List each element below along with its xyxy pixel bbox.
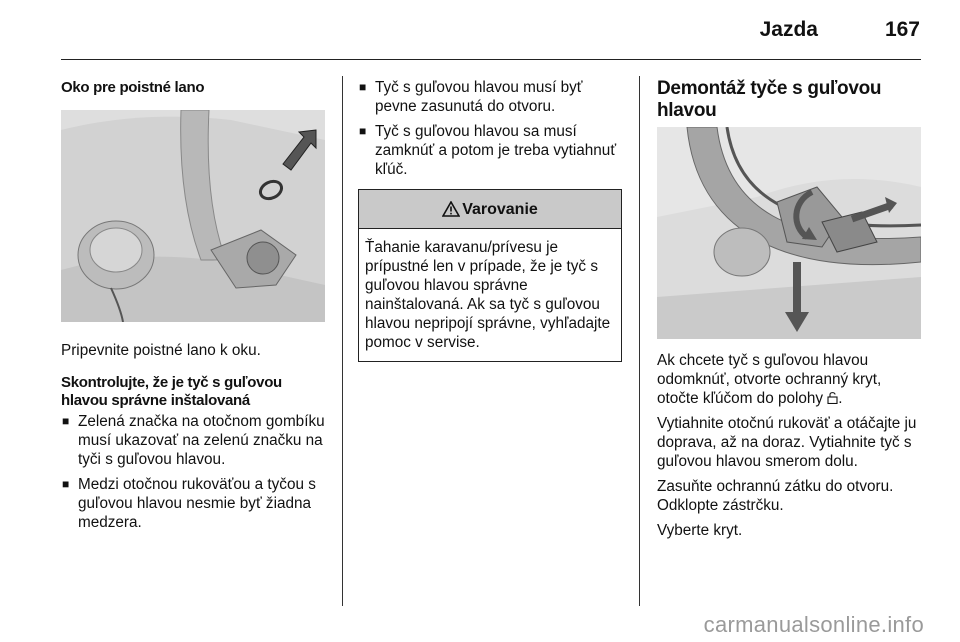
- requirements-list: [358, 78, 622, 179]
- column-middle: [358, 78, 622, 362]
- column-left: [61, 78, 325, 538]
- warning-triangle-icon: [442, 201, 460, 217]
- warning-text: Ťahanie karavanu/prívesu je prípustné len v prípade, že je tyč s guľovou hlavou správne nainštalovaná. Ak sa tyč s guľovou hlavou nepripojí správne, vyhľadajte pomoc v servise.: [365, 239, 611, 351]
- removal-step-unlock: Ak chcete tyč s guľovou hlavou odomknúť, otvorte ochranný kryt, otočte kľúčom do polohy .: [657, 352, 882, 407]
- removal-step-cover: Vyberte kryt.: [657, 522, 743, 539]
- page-number: 167: [884, 18, 920, 41]
- warning-header: [359, 190, 621, 229]
- subheading-check-installation: Skontrolujte, že je tyč s guľovou hlavou správne inštalovaná: [61, 374, 282, 409]
- removal-step-plug: Zasuňte ochrannú zátku do otvoru. Odklopte zástrčku.: [657, 478, 894, 514]
- watermark: carmanualsonline.info: [703, 612, 924, 637]
- removal-step-handle: Vytiahnite otočnú rukoväť a otáčajte ju doprava, až na doraz. Vytiahnite tyč s guľovou hlavou smerom dolu.: [657, 415, 917, 470]
- caption-attach-cable: Pripevnite poistné lano k oku.: [61, 342, 261, 359]
- warning-title: Varovanie: [462, 200, 538, 218]
- list-item: ■ Zelená značka na otočnom gombíku musí ukazovať na zelenú značku na tyči s guľovou hlavou.: [61, 412, 325, 469]
- header-divider: [61, 59, 921, 60]
- page-title: Jazda: [759, 18, 818, 41]
- column-divider-1: [342, 76, 343, 606]
- list-item: ■ Tyč s guľovou hlavou sa musí zamknúť a potom je treba vytiahnuť kľúč.: [358, 122, 622, 179]
- section-heading-safety-cable: Oko pre poistné lano: [61, 79, 205, 96]
- list-item: ■ Tyč s guľovou hlavou musí byť pevne zasunutá do otvoru.: [358, 78, 622, 116]
- unlock-icon: [827, 391, 838, 404]
- figure-eyelet-photo: [61, 110, 325, 322]
- column-right: [657, 78, 921, 540]
- column-divider-2: [639, 76, 640, 606]
- section-heading-removal: Demontáž tyče s guľovou hlavou: [657, 78, 882, 121]
- figure-removal-photo: [657, 127, 921, 339]
- warning-box: [358, 189, 622, 362]
- list-item: ■ Medzi otočnou rukoväťou a tyčou s guľovou hlavou nesmie byť žiadna medzera.: [61, 475, 325, 532]
- check-list: [61, 412, 325, 532]
